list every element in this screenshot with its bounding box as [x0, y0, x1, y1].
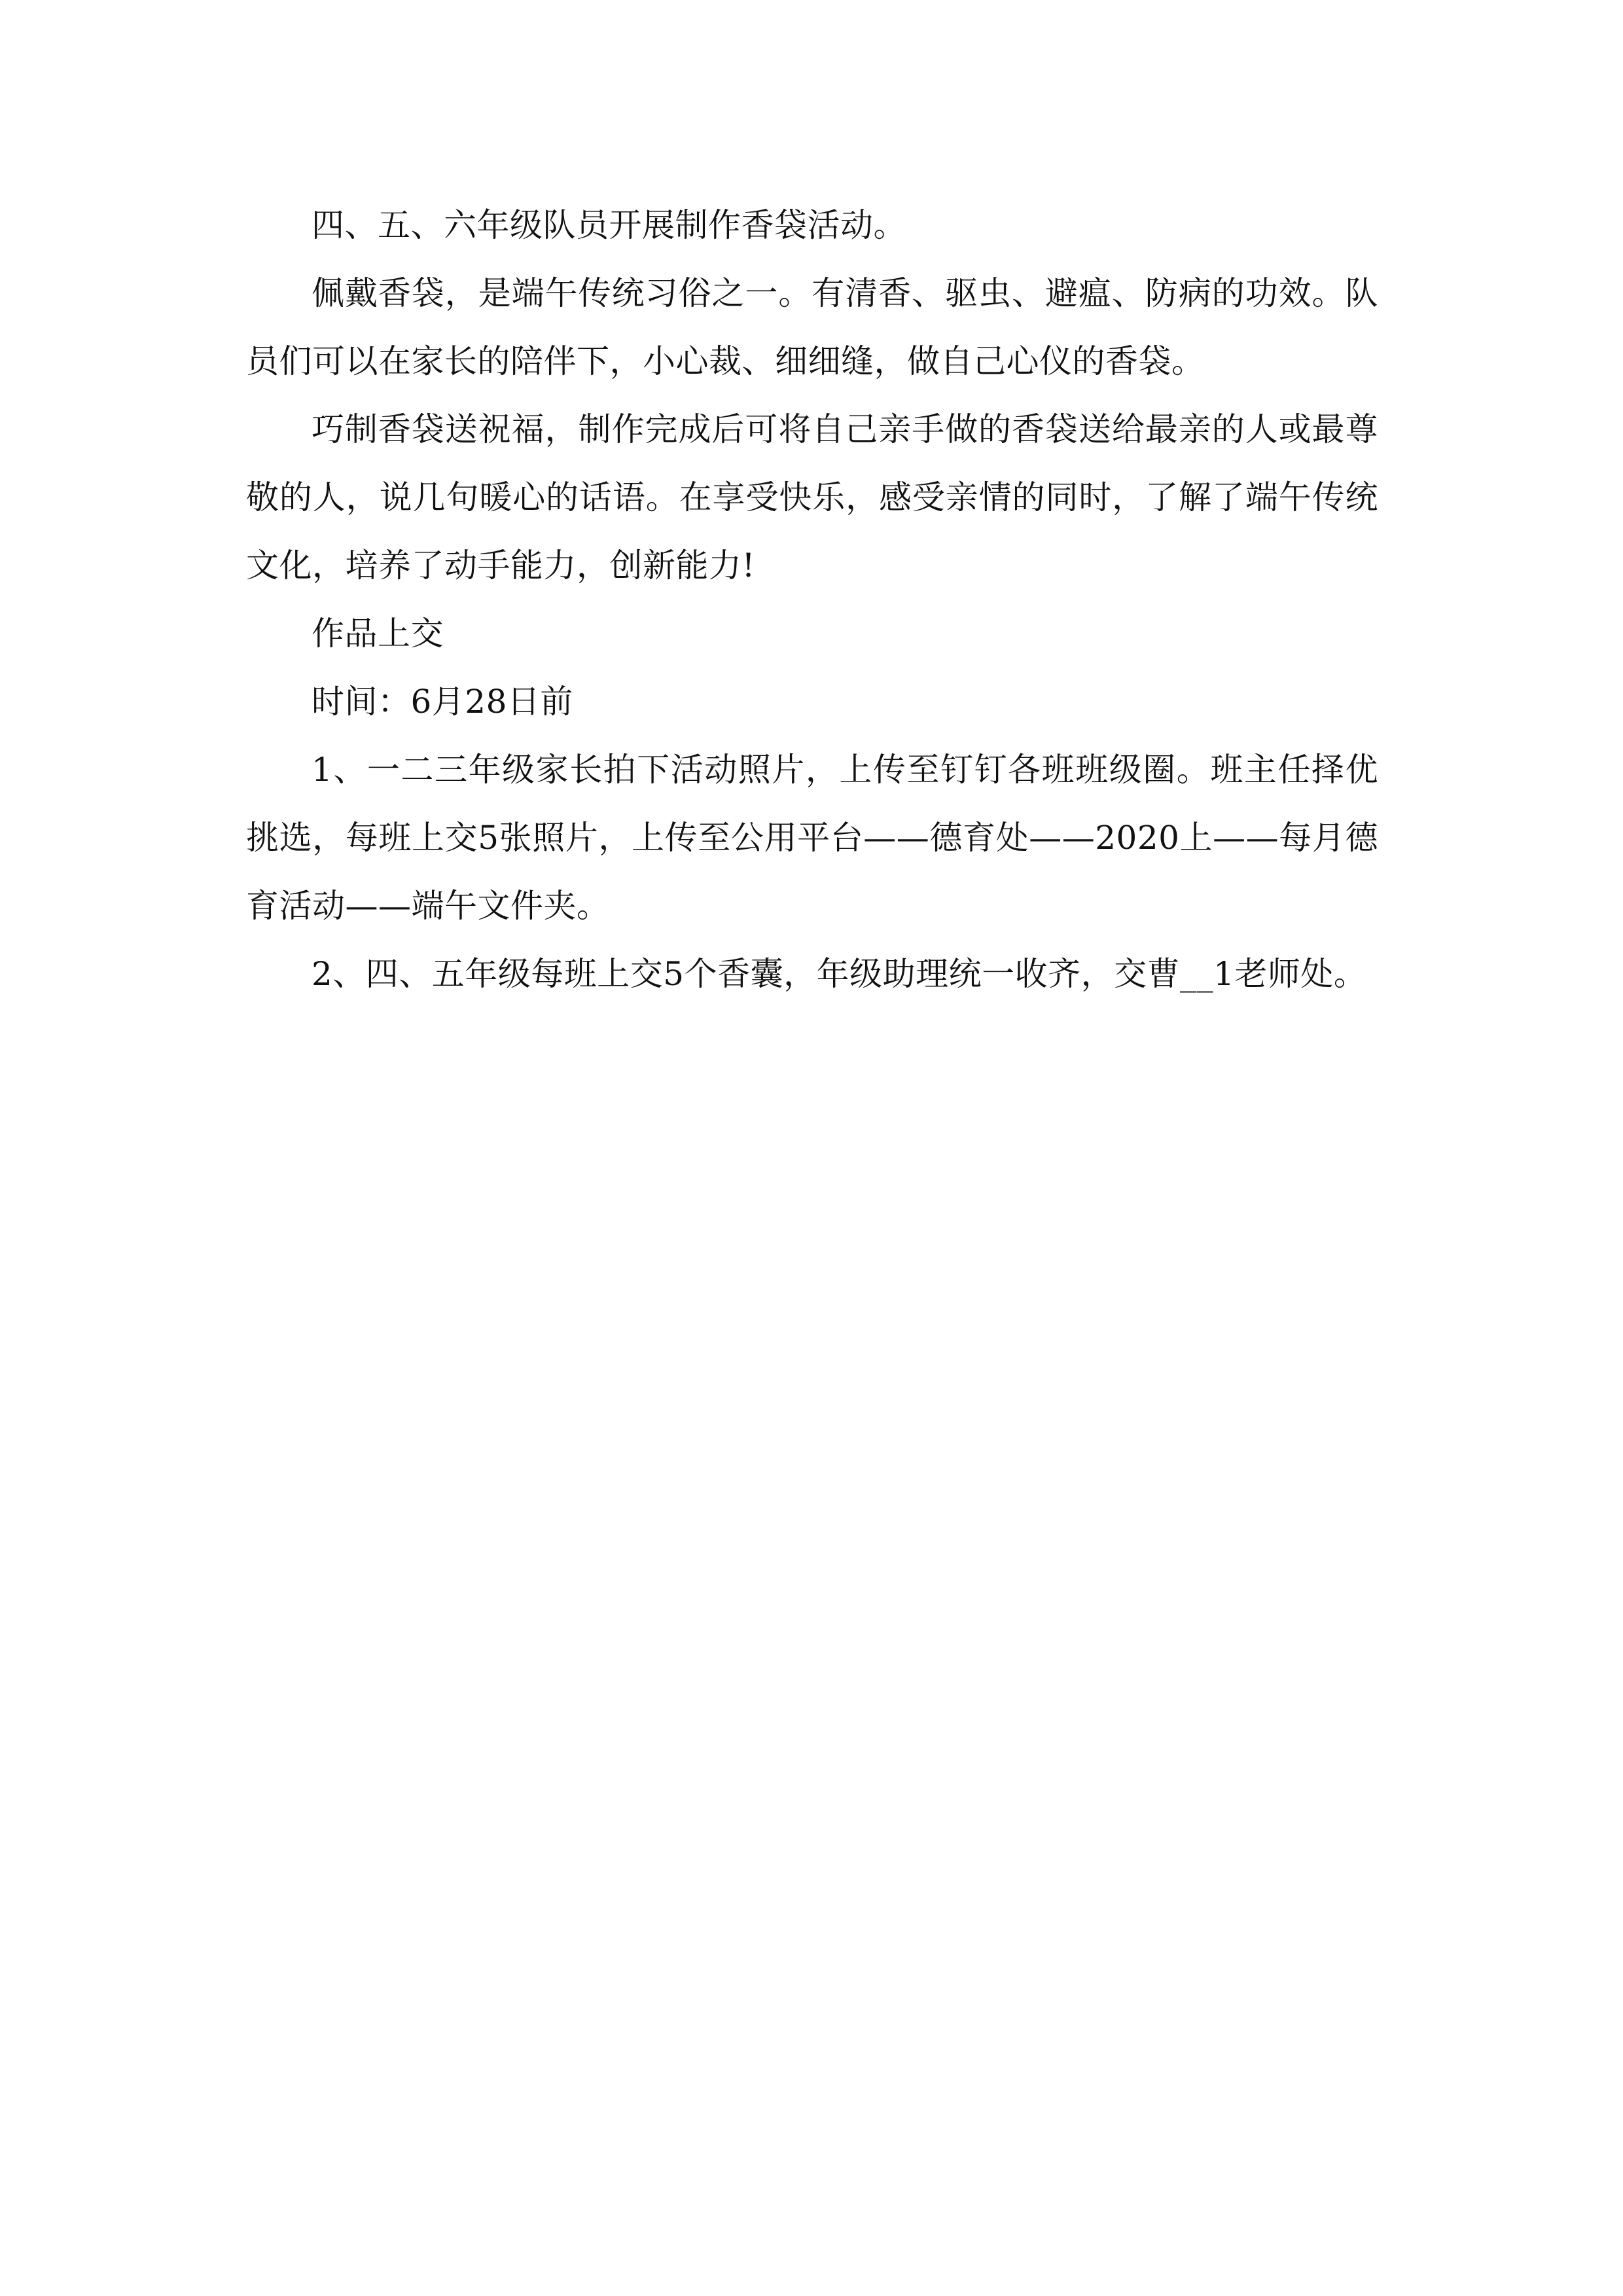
paragraph-requirement-2: 2、四、五年级每班上交5个香囊，年级助理统一收齐，交曹__1老师处。 [312, 955, 1367, 993]
paragraph-activity-intro: 四、五、六年级队员开展制作香袋活动。 [312, 206, 906, 244]
paragraph-requirement-1: 1、一二三年级家长拍下活动照片，上传至钉钉各班班级圈。班主任择优挑选，每班上交5张照片，上传至公用平台——德育处——2020上——每月德育活动——端午文件夹。 [246, 751, 1378, 925]
paragraph-sachet-blessing: 巧制香袋送祝福，制作完成后可将自己亲手做的香袋送给最亲的人或最尊敬的人，说几句暖心的话语。在享受快乐，感受亲情的同时，了解了端午传统文化，培养了动手能力，创新能力! [246, 410, 1378, 584]
section-heading-submission: 作品上交 [312, 615, 444, 653]
paragraph-sachet-custom: 佩戴香袋，是端午传统习俗之一。有清香、驱虫、避瘟、防病的功效。队员们可以在家长的陪伴下，小心裁、细细缝，做自己心仪的香袋。 [246, 274, 1378, 380]
document-body [246, 191, 1378, 1008]
paragraph-deadline: 时间：6月28日前 [312, 683, 573, 721]
